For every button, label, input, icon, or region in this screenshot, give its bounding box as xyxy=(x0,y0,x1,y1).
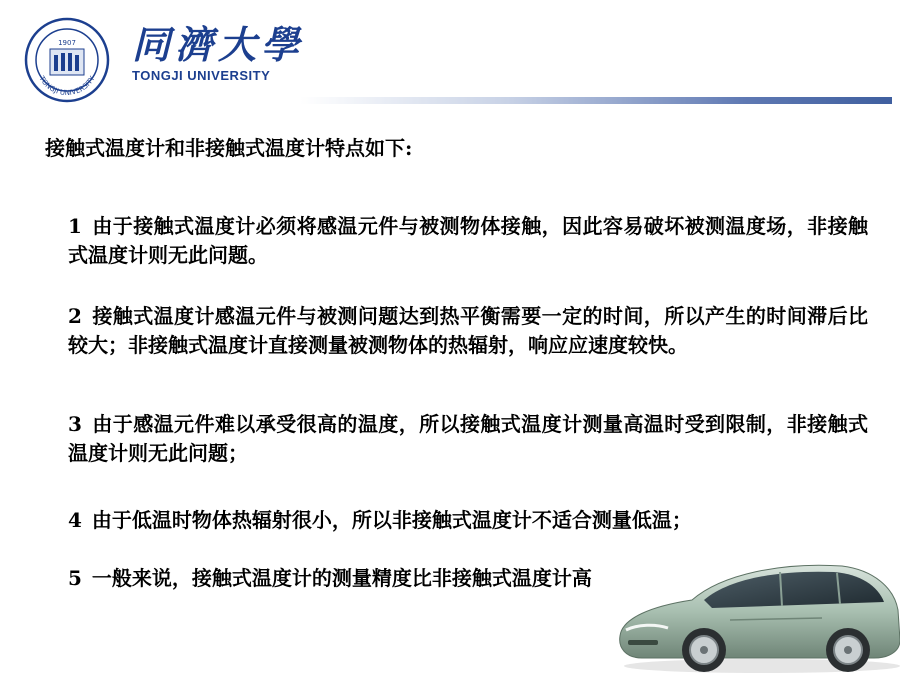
list-item-number: 5 xyxy=(68,566,82,590)
list-item xyxy=(68,302,868,360)
list-item-number: 3 xyxy=(68,412,82,436)
list-item-text: 接触式温度计感温元件与被测问题达到热平衡需要一定的时间，所以产生的时间滞后比较大；非接触式温度计直接测量被测物体的热辐射，响应应速度较快。 xyxy=(68,304,868,357)
list-item xyxy=(68,506,868,535)
slide-intro-heading: 接触式温度计和非接触式温度计特点如下: xyxy=(45,136,413,160)
svg-text:1907: 1907 xyxy=(58,39,76,47)
university-name-english: TONGJI UNIVERSITY xyxy=(132,68,271,83)
slide-header xyxy=(0,0,900,112)
list-item xyxy=(68,410,868,468)
list-item-number: 2 xyxy=(68,304,82,328)
university-name-chinese: 同濟大學 xyxy=(132,23,305,67)
list-item-text: 由于感温元件难以承受很高的温度，所以接触式温度计测量高温时受到限制，非接触式温度计则无此问题； xyxy=(68,412,868,465)
list-item-number: 1 xyxy=(68,214,82,238)
car-illustration xyxy=(612,548,900,675)
list-item xyxy=(68,212,868,270)
list-item-text: 由于低温时物体热辐射很小，所以非接触式温度计不适合测量低温； xyxy=(91,508,692,532)
list-item-text: 由于接触式温度计必须将感温元件与被测物体接触，因此容易破坏被测温度场，非接触式温度计则无此问题。 xyxy=(68,214,868,267)
list-item-number: 4 xyxy=(68,508,82,532)
svg-text:TONGJI UNIVERSITY: TONGJI UNIVERSITY xyxy=(37,74,97,98)
university-seal-logo xyxy=(24,17,110,103)
header-divider xyxy=(300,97,892,104)
list-item-text: 一般来说，接触式温度计的测量精度比非接触式温度计高 xyxy=(91,566,592,590)
